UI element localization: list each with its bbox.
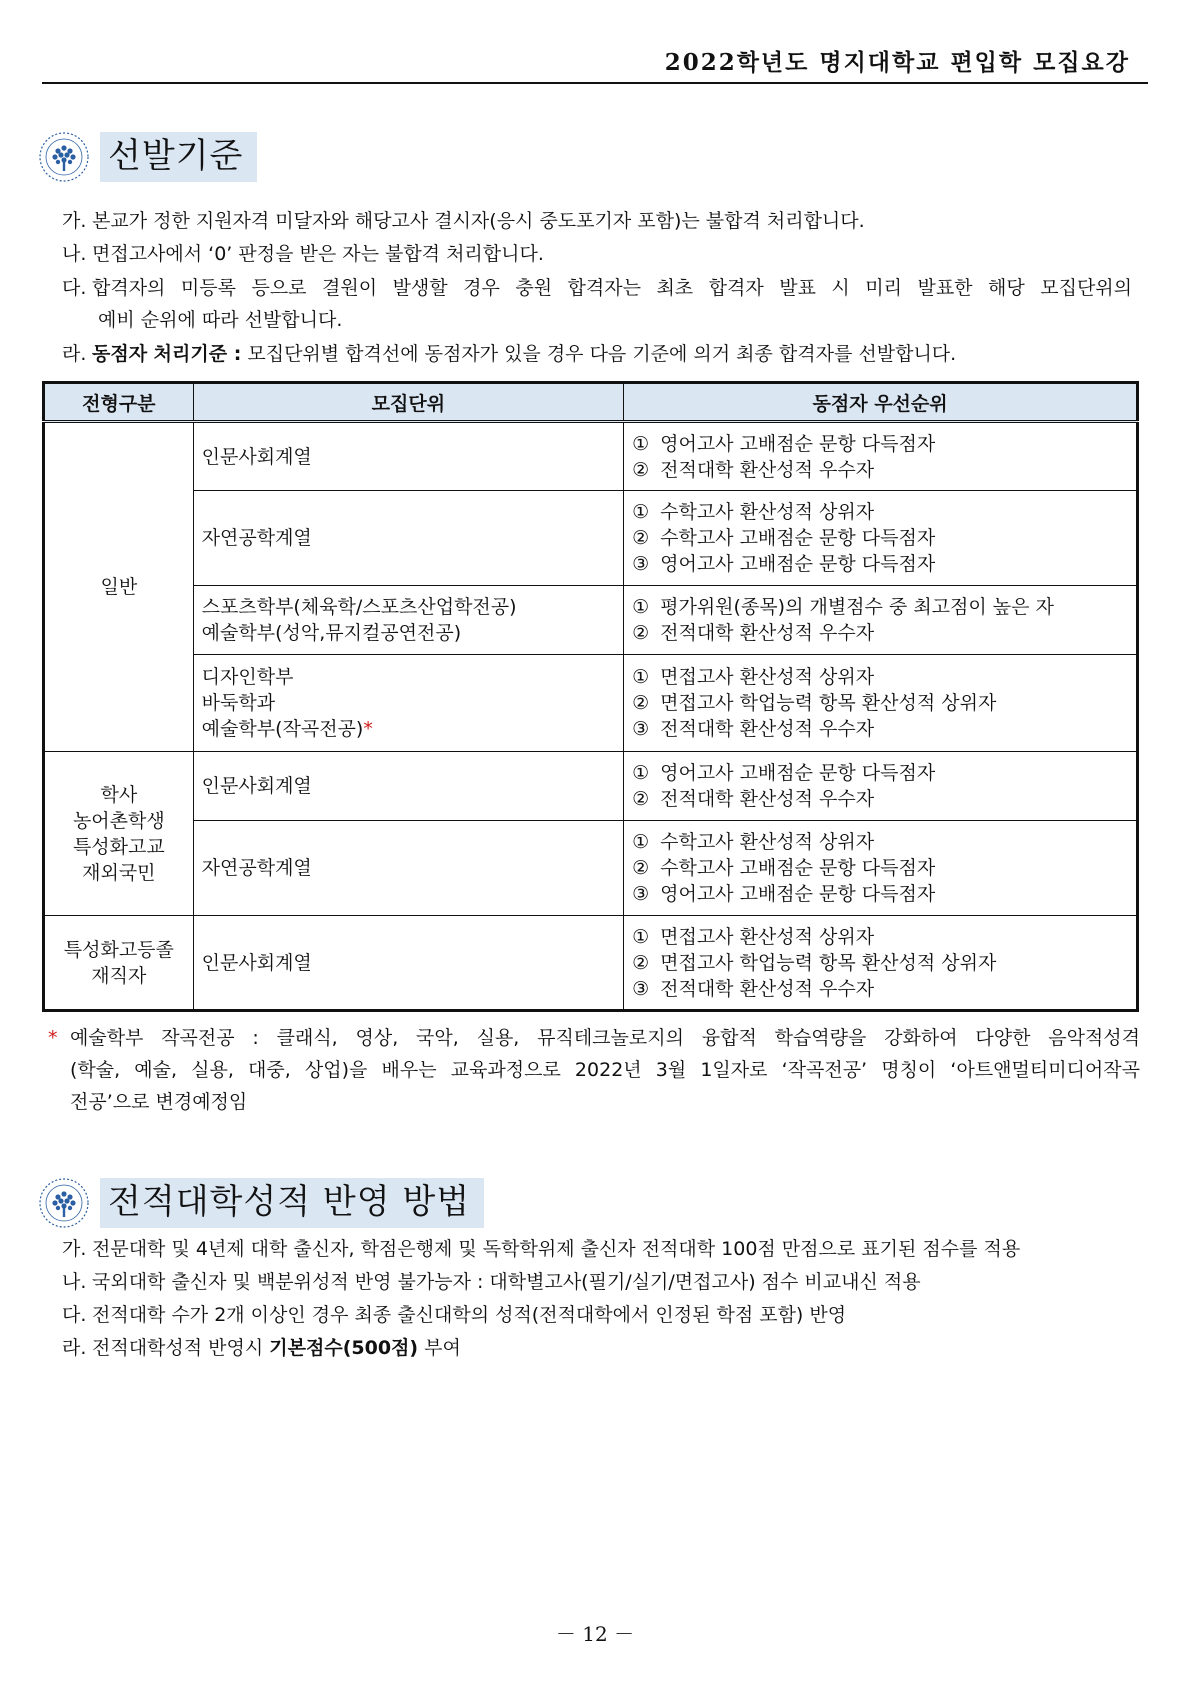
unit-line: 스포츠학부(체육학/스포츠산업학전공)	[201, 596, 517, 618]
item-text: 국외대학 출신자 및 백분위성적 반영 불가능자 : 대학별고사(필기/실기/면접고사) 점수 비교내신 적용	[92, 1271, 921, 1293]
group-label: 재직자	[91, 964, 147, 987]
footnote-line: (학술, 예술, 실용, 대중, 상업)을 배우는 교육과정으로 2022년 3월 1일자로 ‘작곡전공’ 명칭이 ‘아트앤멀티미디어작곡	[70, 1059, 1140, 1081]
priority-line: ② 전적대학 환산성적 우수자	[632, 458, 875, 481]
section-heading-selection	[38, 132, 257, 182]
item-text: 부여	[424, 1337, 461, 1359]
transcript-item-ga	[62, 1237, 1132, 1261]
item-label: 나.	[62, 1271, 87, 1293]
criteria-item-ga	[62, 209, 1132, 233]
table-row	[44, 586, 1138, 655]
header-rule	[42, 82, 1148, 84]
unit-line: 바둑학과	[201, 692, 276, 714]
criteria-item-ra	[62, 342, 1132, 366]
priority-line: ③ 전적대학 환산성적 우수자	[632, 977, 875, 1000]
priority-cell	[624, 821, 1138, 916]
university-emblem-icon	[38, 1177, 90, 1229]
group-label: 일반	[100, 576, 138, 598]
priority-cell	[624, 491, 1138, 586]
item-label: 가.	[62, 1238, 87, 1260]
item-label: 다.	[62, 1304, 87, 1326]
unit-line: 자연공학계열	[201, 857, 312, 879]
table-row	[44, 422, 1138, 491]
item-text-continued: 예비 순위에 따라 선발합니다.	[98, 309, 343, 331]
priority-cell	[624, 916, 1138, 1011]
priority-line: ① 수학고사 환산성적 상위자	[632, 501, 875, 523]
item-text: 전문대학 및 4년제 대학 출신자, 학점은행제 및 독학학위제 출신자 전적대학 100점 만점으로 표기된 점수를 적용	[92, 1238, 1021, 1260]
item-text: 면접고사에서 ‘0’ 판정을 받은 자는 불합격 처리합니다.	[92, 243, 544, 265]
document-header-title: 2022학년도 명지대학교 편입학 모집요강	[664, 49, 1130, 76]
unit-line: 인문사회계열	[201, 951, 312, 974]
item-bold-text: 기본점수(500점)	[269, 1337, 419, 1359]
unit-cell	[193, 821, 623, 916]
unit-cell	[193, 422, 623, 491]
unit-cell	[193, 752, 623, 821]
item-text: 모집단위별 합격선에 동점자가 있을 경우 다음 기준에 의거 최종 합격자를 선발합니다.	[247, 343, 957, 365]
university-emblem-icon	[38, 131, 90, 183]
table-footnote	[48, 1022, 1140, 1118]
item-label: 라.	[62, 343, 87, 365]
table-row	[44, 655, 1138, 752]
unit-line: 디자인학부	[201, 666, 294, 688]
unit-cell	[193, 655, 623, 752]
section-title: 선발기준	[100, 132, 257, 182]
unit-cell	[193, 586, 623, 655]
group-label: 농어촌학생	[72, 809, 165, 832]
unit-line: 자연공학계열	[201, 527, 312, 549]
unit-cell	[193, 491, 623, 586]
item-label: 나.	[62, 243, 87, 265]
item-text: 전적대학 수가 2개 이상인 경우 최종 출신대학의 성적(전적대학에서 인정된 학점 포함) 반영	[92, 1304, 847, 1326]
item-label: 다.	[62, 277, 87, 299]
table-row	[44, 491, 1138, 586]
group-label: 학사	[100, 783, 138, 806]
priority-cell	[624, 422, 1138, 491]
priority-line: ① 영어고사 고배점순 문항 다득점자	[632, 762, 936, 784]
priority-line: ① 면접고사 환산성적 상위자	[632, 666, 875, 688]
group-label: 특성화고등졸	[63, 938, 174, 961]
priority-line: ② 수학고사 고배점순 문항 다득점자	[632, 527, 936, 549]
section-title: 전적대학성적 반영 방법	[100, 1178, 484, 1228]
group-label: 특성화고교	[72, 835, 165, 858]
priority-line: ② 전적대학 환산성적 우수자	[632, 788, 875, 810]
priority-line: ① 수학고사 환산성적 상위자	[632, 831, 875, 853]
tie-break-table	[42, 381, 1139, 1012]
item-bold-text: 동점자 처리기준 :	[92, 343, 242, 365]
priority-line: ① 평가위원(종목)의 개별점수 중 최고점이 높은 자	[632, 596, 1054, 618]
priority-line: ① 면접고사 환산성적 상위자	[632, 925, 875, 948]
column-header: 동점자 우선순위	[624, 383, 1138, 422]
footnote-marker: *	[363, 718, 373, 740]
group-cell	[44, 752, 194, 916]
transcript-item-da	[62, 1303, 1132, 1327]
table-header-row	[44, 383, 1138, 422]
priority-line: ② 수학고사 고배점순 문항 다득점자	[632, 857, 936, 879]
item-label: 가.	[62, 210, 87, 232]
page-number: － 12 －	[555, 1622, 635, 1646]
criteria-item-da	[62, 276, 1132, 332]
transcript-item-na	[62, 1270, 1132, 1294]
unit-line: 예술학부(작곡전공)*	[201, 718, 373, 740]
table-row	[44, 752, 1138, 821]
item-label: 라.	[62, 1337, 87, 1359]
table-row	[44, 916, 1138, 1011]
column-header: 전형구분	[44, 383, 194, 422]
priority-line: ③ 영어고사 고배점순 문항 다득점자	[632, 883, 936, 905]
column-header: 모집단위	[193, 383, 623, 422]
footnote-marker: *	[48, 1027, 58, 1049]
priority-cell	[624, 752, 1138, 821]
group-cell	[44, 422, 194, 752]
item-text: 본교가 정한 지원자격 미달자와 해당고사 결시자(응시 중도포기자 포함)는 불합격 처리합니다.	[92, 210, 865, 232]
unit-line: 인문사회계열	[201, 775, 312, 797]
section-heading-transcript	[38, 1178, 484, 1228]
group-label: 재외국민	[82, 861, 156, 884]
group-cell	[44, 916, 194, 1011]
unit-line: 인문사회계열	[201, 445, 312, 468]
footnote-line: 전공’으로 변경예정임	[70, 1091, 248, 1113]
priority-cell	[624, 655, 1138, 752]
unit-line: 예술학부(성악,뮤지컬공연전공)	[201, 622, 462, 644]
footnote-line: * 예술학부 작곡전공 : 클래식, 영상, 국악, 실용, 뮤직테크놀로지의 융합적 학습역량을 강화하여 다양한 음악적성격	[48, 1022, 1140, 1054]
priority-line: ② 전적대학 환산성적 우수자	[632, 622, 875, 644]
priority-line: ③ 전적대학 환산성적 우수자	[632, 718, 875, 740]
priority-line: ③ 영어고사 고배점순 문항 다득점자	[632, 553, 936, 575]
criteria-item-na	[62, 242, 1132, 266]
priority-line: ② 면접고사 학업능력 항목 환산성적 상위자	[632, 692, 997, 714]
priority-line: ① 영어고사 고배점순 문항 다득점자	[632, 432, 936, 455]
table-row	[44, 821, 1138, 916]
priority-cell	[624, 586, 1138, 655]
unit-cell	[193, 916, 623, 1011]
transcript-item-ra	[62, 1336, 1132, 1360]
priority-line: ② 면접고사 학업능력 항목 환산성적 상위자	[632, 951, 997, 974]
item-text: 합격자의 미등록 등으로 결원이 발생할 경우 충원 합격자는 최초 합격자 발표 시 미리 발표한 해당 모집단위의	[92, 277, 1132, 299]
item-text: 전적대학성적 반영시	[92, 1337, 264, 1359]
